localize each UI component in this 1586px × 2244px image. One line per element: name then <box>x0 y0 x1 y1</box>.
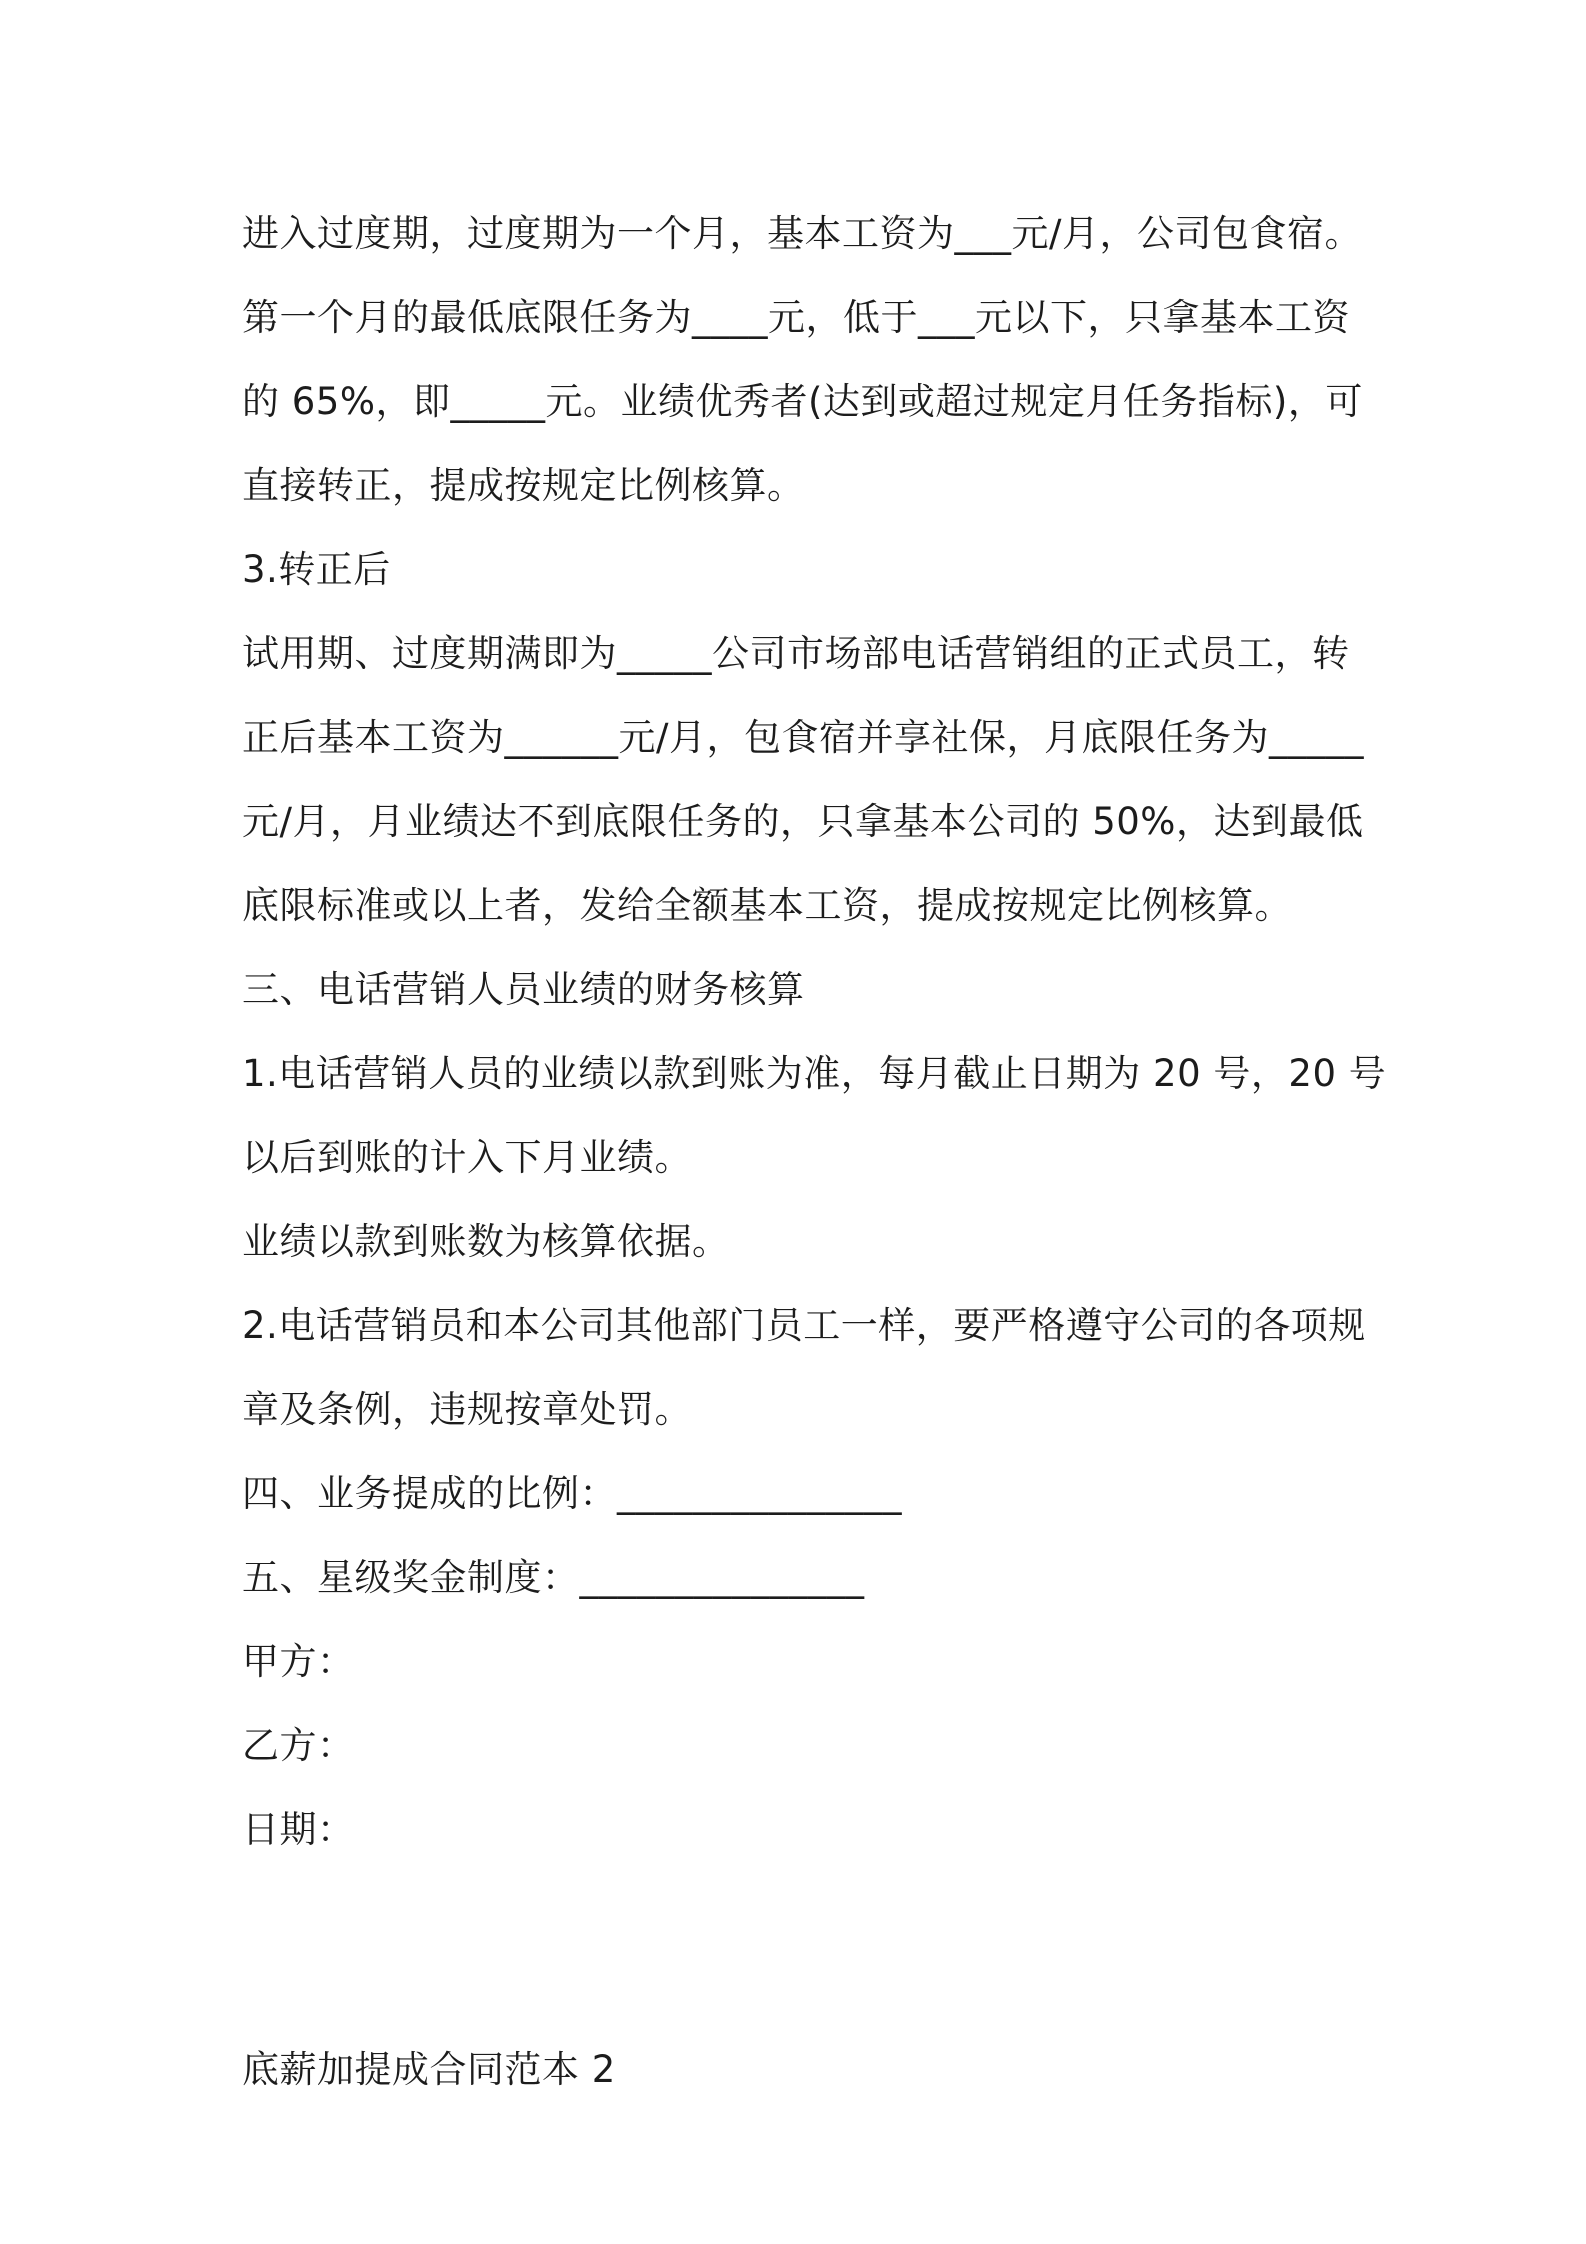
paragraph-line: 进入过度期，过度期为一个月，基本工资为___元/月，公司包食宿。 <box>242 212 1362 255</box>
signature-label-party-b: 乙方： <box>242 1724 355 1767</box>
next-section-title: 底薪加提成合同范本 2 <box>242 2048 616 2091</box>
spacer <box>242 1956 1362 2028</box>
paragraph-line: 2.电话营销员和本公司其他部门员工一样，要严格遵守公司的各项规 <box>242 1304 1366 1347</box>
paragraph-line: 的 65%，即_____元。业绩优秀者(达到或超过规定月任务指标)，可 <box>242 380 1363 423</box>
paragraph-line: 章及条例，违规按章处罚。 <box>242 1388 692 1431</box>
section-heading: 3.转正后 <box>242 548 391 591</box>
paragraph-line: 直接转正，提成按规定比例核算。 <box>242 464 805 507</box>
paragraph-line: 底限标准或以上者，发给全额基本工资，提成按规定比例核算。 <box>242 884 1292 927</box>
paragraph-line: 正后基本工资为______元/月，包食宿并享社保，月底限任务为_____ <box>242 716 1364 759</box>
paragraph-line: 元/月，月业绩达不到底限任务的，只拿基本公司的 50%，达到最低 <box>242 800 1364 843</box>
paragraph-line: 试用期、过度期满即为_____公司市场部电话营销组的正式员工，转 <box>242 632 1350 675</box>
section-heading: 四、业务提成的比例：_______________ <box>242 1472 902 1515</box>
section-heading: 三、电话营销人员业绩的财务核算 <box>242 968 805 1011</box>
paragraph-line: 业绩以款到账数为核算依据。 <box>242 1220 730 1263</box>
paragraph-line: 1.电话营销人员的业绩以款到账为准，每月截止日期为 20 号，20 号 <box>242 1052 1387 1095</box>
document-page <box>242 192 1387 2112</box>
date-label: 日期： <box>242 1808 355 1851</box>
section-heading: 五、星级奖金制度：_______________ <box>242 1556 865 1599</box>
paragraph-line: 第一个月的最低底限任务为____元，低于___元以下，只拿基本工资 <box>242 296 1350 339</box>
spacer <box>242 1872 1362 1956</box>
signature-label-party-a: 甲方： <box>242 1640 355 1683</box>
paragraph-line: 以后到账的计入下月业绩。 <box>242 1136 692 1179</box>
